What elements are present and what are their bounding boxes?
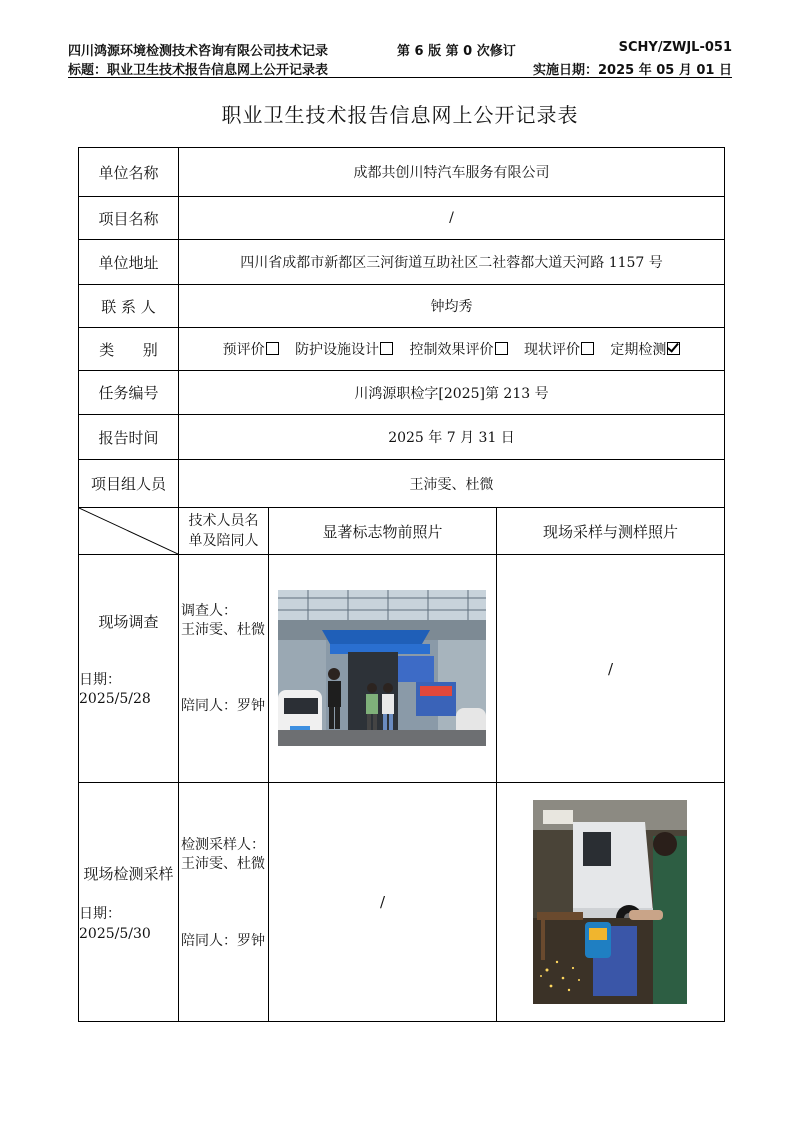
header-effective-date: 实施日期：2025 年 05 月 01 日 (533, 63, 732, 78)
category-option: 预评价 (223, 342, 279, 358)
checkbox-icon[interactable] (380, 342, 393, 355)
header-subject: 标题：职业卫生技术报告信息网上公开记录表 (68, 63, 329, 78)
landmark-photo (278, 590, 486, 746)
sampling-phase-cell (79, 783, 179, 1022)
sampling-staff-cell (179, 783, 269, 1022)
header-version: 第 6 版 第 0 次修订 (397, 44, 516, 59)
header-sampling-photo: 现场采样与测样照片 (497, 508, 725, 555)
label-unit-name: 单位名称 (79, 148, 179, 197)
row-report-time (79, 415, 725, 460)
sampling-date: 2025/5/30 (79, 926, 151, 942)
page-title: 职业卫生技术报告信息网上公开记录表 (221, 103, 579, 127)
survey-companion: 陪同人：罗钟 (181, 698, 265, 714)
header-doc-code: SCHY/ZWJL-051 (618, 40, 732, 55)
category-option: 定期检测 (610, 342, 680, 358)
header-staff: 技术人员名单及陪同人 (179, 508, 269, 555)
category-option: 现状评价 (524, 342, 594, 358)
survey-sampling-photo-placeholder: / (497, 555, 725, 783)
label-unit-address: 单位地址 (79, 240, 179, 285)
survey-date: 2025/5/28 (79, 691, 151, 707)
label-report-time: 报告时间 (79, 415, 179, 460)
value-contact: 钟均秀 (179, 285, 725, 328)
survey-phase-cell (79, 555, 179, 783)
row-photo-header (79, 508, 725, 555)
survey-landmark-photo-cell (269, 555, 497, 783)
row-project-name (79, 197, 725, 240)
row-contact (79, 285, 725, 328)
label-contact: 联 系 人 (79, 285, 179, 328)
sampling-photo (533, 800, 687, 1004)
sampling-date-label: 日期： (79, 906, 121, 922)
sampling-staff-label: 检测采样人： (181, 837, 265, 853)
label-team: 项目组人员 (79, 460, 179, 508)
value-unit-address: 四川省成都市新都区三河街道互助社区二社蓉都大道天河路 1157 号 (179, 240, 725, 285)
sampling-staff-names: 王沛雯、杜微 (181, 856, 265, 872)
label-project-name: 项目名称 (79, 197, 179, 240)
label-category: 类 别 (79, 328, 179, 371)
row-team (79, 460, 725, 508)
sampling-phase-title: 现场检测采样 (83, 865, 174, 883)
row-task-no (79, 371, 725, 415)
header-company: 四川鸿源环境检测技术咨询有限公司技术记录 (68, 44, 329, 59)
header-rule (68, 77, 732, 78)
row-unit-name (79, 148, 725, 197)
category-option: 控制效果评价 (410, 342, 508, 358)
survey-phase-title: 现场调查 (98, 613, 159, 631)
header-landmark-photo: 显著标志物前照片 (269, 508, 497, 555)
checkbox-icon[interactable] (266, 342, 279, 355)
row-unit-address (79, 240, 725, 285)
value-team: 王沛雯、杜微 (179, 460, 725, 508)
checkbox-icon[interactable] (581, 342, 594, 355)
row-sampling (79, 783, 725, 1022)
sampling-companion: 陪同人：罗钟 (181, 933, 265, 949)
checked-checkbox-icon[interactable] (667, 342, 680, 355)
sampling-landmark-photo-placeholder: / (269, 783, 497, 1022)
survey-date-label: 日期： (79, 672, 121, 688)
row-category (79, 328, 725, 371)
record-table (78, 147, 725, 1022)
category-options (179, 328, 725, 371)
diagonal-header-cell (79, 508, 179, 555)
value-task-no: 川鸿源职检字[2025]第 213 号 (179, 371, 725, 415)
survey-staff-label: 调查人： (181, 603, 237, 619)
row-survey (79, 555, 725, 783)
label-task-no: 任务编号 (79, 371, 179, 415)
checkbox-icon[interactable] (495, 342, 508, 355)
survey-staff-cell (179, 555, 269, 783)
value-report-time: 2025 年 7 月 31 日 (179, 415, 725, 460)
sampling-photo-cell (497, 783, 725, 1022)
value-project-name: / (179, 197, 725, 240)
category-option: 防护设施设计 (295, 342, 393, 358)
survey-staff-names: 王沛雯、杜微 (181, 622, 265, 638)
value-unit-name: 成都共创川特汽车服务有限公司 (179, 148, 725, 197)
